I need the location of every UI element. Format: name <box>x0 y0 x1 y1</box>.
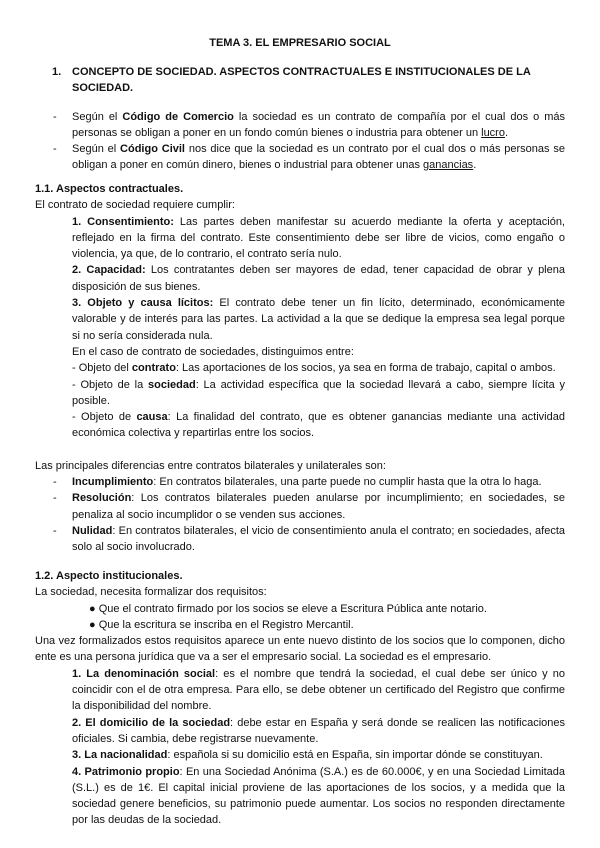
institutional-item: 1. La denominación social: es el nombre que tendrá la sociedad, el cual debe ser único y no coincidir con el de otra empresa. Para ello, se debe obtener un certificado del Registro que confirme la disponibilidad del nombre. <box>72 667 565 713</box>
requirement-item: 1. Consentimiento: Las partes deben manifestar su acuerdo mediante la oferta y aceptación, reflejado en la firma del contrato. Este consentimiento debe ser libre de vicios, como engaño o violencia, ya que, de lo contrario, el contrato sería nulo. <box>72 215 565 261</box>
institutional-item: 4. Patrimonio propio: En una Sociedad Anónima (S.A.) es de 60.000€, y en una Sociedad Limitada (S.L.) es de 1€. El capital inicial proviene de las aportaciones de los socios, y a medida que la sociedad genere beneficios, su patrimonio puede aumentar. Los socios no responden directamente por las deudas de la sociedad. <box>72 765 565 827</box>
section-1-2 <box>35 568 565 829</box>
paragraph: La sociedad, necesita formalizar dos requisitos: <box>35 586 267 599</box>
subsection-heading: 1.1. Aspectos contractuales. <box>35 183 184 195</box>
paragraph: Una vez formalizados estos requisitos aparece un ente nuevo distinto de los socios que lo componen, dicho ente es una persona jurídica que va a ser el empresario social. La sociedad es el empresario. <box>35 635 565 664</box>
institutional-item: 3. La nacionalidad: española si su domicilio está en España, sin importar dónde se constituyan. <box>72 749 543 762</box>
requirement-item: 3. Objeto y causa lícitos: El contrato debe tener un fin lícito, determinado, económicamente valorable y de interés para las partes. La actividad a la que se dedique la empresa sea legal porque si no sería considerada nula. <box>72 297 565 342</box>
difference-item: - Incumplimiento: En contratos bilaterales, una parte puede no cumplir hasta que la otra lo haga. <box>53 476 542 489</box>
document-title: TEMA 3. EL EMPRESARIO SOCIAL <box>209 37 391 49</box>
object-item: - Objeto de causa: La finalidad del contrato, que es obtener ganancias mediante una actividad económica colectiva y repartirlas entre los socios. <box>72 411 565 440</box>
heading-text: CONCEPTO DE SOCIEDAD. ASPECTOS CONTRACTUALES E INSTITUCIONALES DE LA SOCIEDAD. <box>72 66 531 95</box>
definitions-list <box>35 109 565 173</box>
object-item: - Objeto de la sociedad: La actividad específica que la sociedad llevará a cabo, siempre lícita y posible. <box>72 378 565 407</box>
bullet-icon: ● <box>89 618 99 631</box>
section-heading-1 <box>52 64 552 97</box>
definition-item: - Según el Código Civil nos dice que la sociedad es un contrato por el cual dos o más personas se obligan a poner en común dinero, bienes o industrial para obtener unas ganancias. <box>53 142 565 171</box>
bullet-item: ● Que el contrato firmado por los socios se eleve a Escritura Pública ante notario. <box>89 602 487 615</box>
paragraph: En el caso de contrato de sociedades, distinguimos entre: <box>72 345 354 358</box>
difference-item: - Nulidad: En contratos bilaterales, el vicio de consentimiento anula el contrato; en sociedades, afecta solo al socio involucrado. <box>53 524 565 554</box>
paragraph: Las principales diferencias entre contratos bilaterales y unilaterales son: <box>35 459 386 472</box>
subsection-heading: 1.2. Aspecto institucionales. <box>35 570 183 582</box>
bullet-icon: ● <box>89 602 99 615</box>
paragraph: El contrato de sociedad requiere cumplir: <box>35 199 235 212</box>
difference-item: - Resolución: Los contratos bilaterales pueden anularse por incumplimiento; en sociedades, se penaliza al socio incumplidor o se venden sus acciones. <box>53 492 565 521</box>
institutional-item: 2. El domicilio de la sociedad: debe estar en España y será donde se realicen las notificaciones oficiales. Si cambia, debe registrarse nuevamente. <box>72 716 565 745</box>
object-item: - Objeto del contrato: Las aportaciones de los socios, ya sea en forma de trabajo, capital o ambos. <box>72 362 556 375</box>
section-1-1 <box>35 181 565 556</box>
bullet-item: ● Que la escritura se inscriba en el Registro Mercantil. <box>89 618 354 631</box>
definition-item: - Según el Código de Comercio la sociedad es un contrato de compañía por el cual dos o más personas se obligan a poner en un fondo común bienes o industria para obtener un lucro. <box>53 111 565 140</box>
heading-number: 1. <box>52 66 62 78</box>
requirement-item: 2. Capacidad: Los contratantes deben ser mayores de edad, tener capacidad de obrar y plena disposición de sus bienes. <box>72 264 565 293</box>
